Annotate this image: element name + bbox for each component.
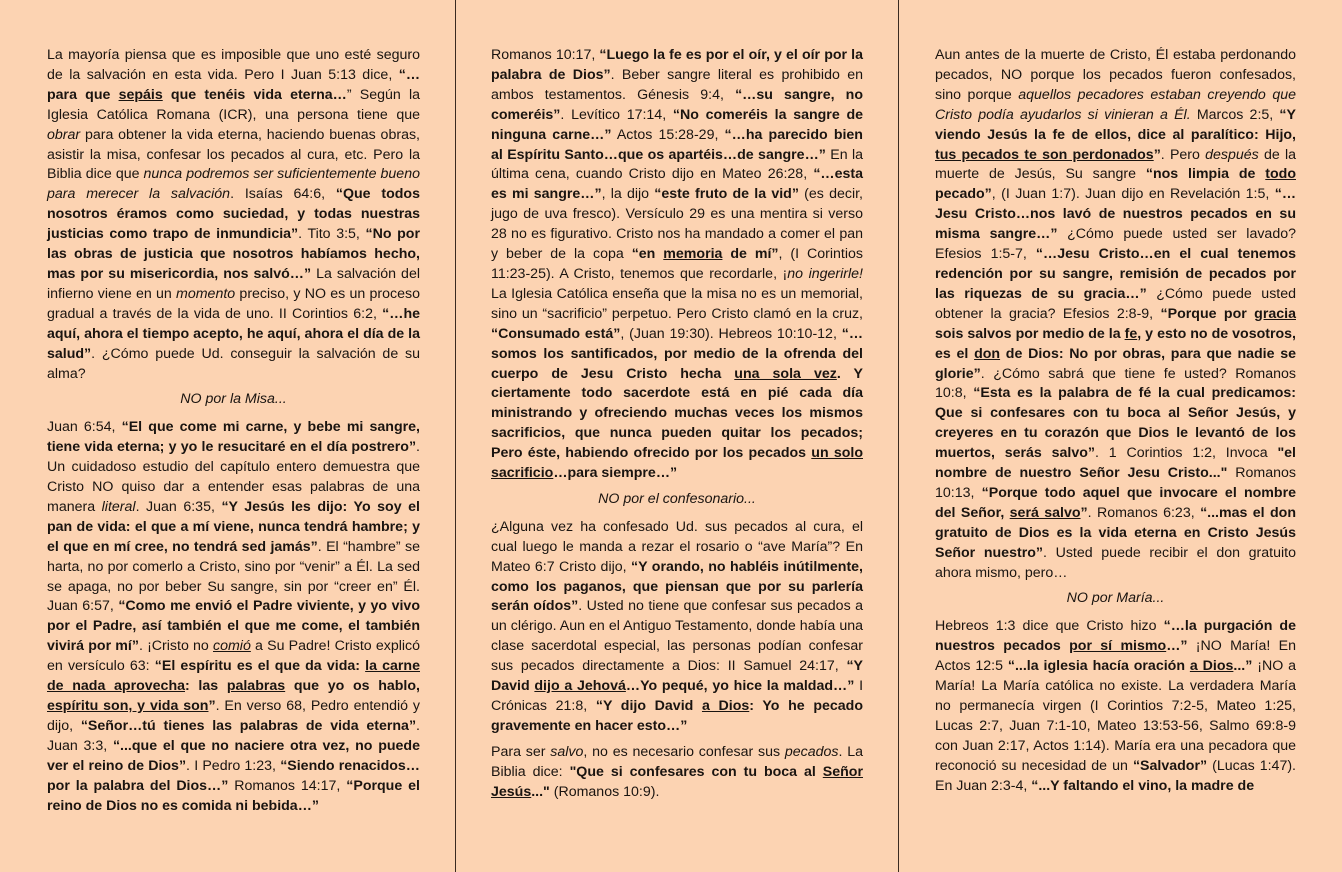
text-run: “nos limpia de (1145, 166, 1266, 183)
text-run: : Yo he pecado gravemente en hacer esto…” (491, 698, 863, 734)
text-run: dijo a Jehová (534, 678, 626, 695)
text-run: que tenéis vida eterna… (162, 86, 347, 103)
paragraph (491, 46, 863, 484)
text-run: . La Biblia dice: (491, 743, 863, 780)
text-run: “…su sangre, no comeréis” (491, 86, 863, 123)
text-run: : las (185, 678, 227, 695)
text-run: . Un cuidadoso estudio del capítulo entero demuestra que Cristo NO quiso dar a entender esas palabras de una manera (47, 439, 420, 515)
text-run: “Luego la fe es por el oír, y el oír por la palabra de Dios” (491, 47, 863, 83)
text-run: la carne de nada aprovecha (47, 658, 420, 695)
text-run: “Siendo renacidos…por la palabra del Dios…” (47, 757, 420, 794)
text-run: En la última cena, cuando Cristo dijo en Mateo 26:28, (491, 146, 864, 183)
text-run: “Como me envió el Padre viviente, y yo vivo por el Padre, así también el que me come, el también vivirá por mí” (47, 598, 420, 655)
text-run: ¡NO a María! La María católica no existe. La verdadera María no permanecía virgen (I Corintios 7:2-5, Mateo 1:25, Lucas 2:7, Juan 7:1-10, Mateo 13:53-56, Salmo 69:8-9 con Juan 2:17, Actos 1:14). María era una pecadora que reconoció su necesidad de un (935, 658, 1297, 774)
text-run: sois salvos por medio de la (935, 325, 1125, 342)
text-run: , (Juan 19:30). Hebreos 10:10-12, (620, 325, 842, 342)
text-run: “…Jesu Cristo…en el cual tenemos redención por su sangre, remisión de pecados por las riquezas de su gracia…” (935, 246, 1296, 302)
text-run: una sola vez (734, 365, 837, 382)
text-run: salvo (550, 743, 584, 760)
text-run: será salvo (1009, 504, 1081, 521)
column-divider-right (898, 0, 899, 872)
text-run: ¡NO María! En Actos 12:5 (935, 638, 1296, 675)
text-run: Para ser (491, 743, 551, 760)
paragraph (935, 617, 1296, 796)
text-run: aquellos pecadores estaban creyendo que Cristo podía ayudarlos si vinieran a Él. (935, 86, 1296, 123)
text-run: “...Y faltando el vino, la madre de (1031, 777, 1255, 794)
text-run: “...que el que no naciere otra vez, no puede ver el reino de Dios” (47, 737, 420, 774)
column-middle (491, 46, 863, 803)
text-run: sepáis (118, 86, 163, 103)
column-divider-left (455, 0, 456, 872)
text-run: ¿Alguna vez ha confesado Ud. sus pecados al cura, el cual luego le manda a rezar el rosario o “ave María”? En Mateo 6:7 Cristo dijo, (491, 518, 863, 575)
text-run: fe (1124, 325, 1138, 342)
text-run: . ¿Cómo puede Ud. conseguir la salvación de su alma? (47, 345, 420, 382)
text-run: , no es necesario confesar sus (583, 743, 785, 760)
text-run: “Señor…tú tienes las palabras de vida eterna” (80, 717, 417, 734)
text-run: , la dijo (601, 186, 655, 203)
text-run: . Beber sangre literal es prohibido en ambos testamentos. Génesis 9:4, (491, 66, 863, 103)
text-run: . ¡Cristo no (138, 638, 213, 655)
text-run: . Isaías 64:6, (230, 186, 336, 203)
text-run: “...mas el don gratuito de Dios es la vida eterna en Cristo Jesús Señor nuestro” (935, 504, 1297, 561)
text-run: . Pero (1160, 146, 1206, 163)
text-run: un solo sacrificio (491, 445, 863, 482)
text-run: . 1 Corintios 1:2, Invoca (1095, 445, 1278, 462)
text-run: (es decir, jugo de uva fresco). Versículo 29 es una mentira si verso 28 no es figurativo. Cristo nos ha mandado a comer el pan y beber de la copa (491, 186, 863, 263)
text-run: a Su Padre! Cristo explicó en versículo 63: (47, 638, 421, 675)
text-run: Romanos 10:13, (935, 465, 1296, 501)
text-run: momento (176, 285, 236, 302)
text-run: nunca podremos ser suficientemente bueno para merecer la salvación (47, 166, 420, 203)
text-run: "el nombre de nuestro Señor Jesu Cristo..." (935, 445, 1296, 482)
text-run: La Iglesia Católica enseña que la misa no es un memorial, sino un “sacrificio” perpetuo. Pero Cristo clamó en la cruz, (491, 285, 863, 322)
text-run: . Juan 3:3, (47, 717, 420, 754)
text-run: de la muerte de Jesús, Su sangre (935, 146, 1296, 183)
text-run: después (1205, 146, 1259, 163)
text-run: no ingerirle! (787, 265, 863, 282)
column-left (47, 46, 420, 816)
text-run: Marcos 2:5, (1190, 106, 1280, 123)
paragraph (47, 418, 420, 816)
text-run: , (I Corintios 11:23-25). A Cristo, tenemos que recordarle, ¡ (491, 246, 863, 282)
text-run: para obtener la vida eterna, haciendo buenas obras, asistir la misa, confesar los pecados al cura, etc. Pero la Biblia dice que (47, 126, 420, 183)
text-run: Romanos 10:17, (491, 47, 600, 63)
text-run: palabras (226, 678, 286, 695)
text-run: . Romanos 6:23, (1087, 504, 1201, 521)
text-run: La salvación del infierno viene en un (47, 265, 420, 302)
text-run: Actos 15:28-29, (611, 126, 725, 143)
text-run: ” (208, 698, 216, 714)
text-run: “...la iglesia hacía oración (1007, 658, 1190, 675)
text-run: “…para que (47, 66, 420, 103)
text-run: . I Pedro 1:23, (186, 757, 281, 774)
text-run: Juan 6:54, (47, 419, 122, 436)
text-run: “Y viendo Jesús la fe de ellos, dice al paralítico: Hijo, (935, 106, 1296, 143)
text-run: . Y ciertamente todo sacerdote está en pié cada día ministrando y ofreciendo muchas veces los mismos sacrificios, que nunca pueden quitar los pecados; Pero éste, habiendo ofrecido por los pecados (491, 365, 863, 462)
text-run: ...” (1233, 658, 1253, 675)
text-run: . Juan 6:35, (135, 498, 222, 515)
text-run: ” (1080, 504, 1088, 521)
text-run: I Crónicas 21:8, (491, 678, 864, 714)
text-run: pecados (784, 743, 839, 760)
text-run: de Dios: No por obras, para que nadie se glorie” (935, 345, 1297, 382)
text-run: ” (1153, 146, 1161, 163)
text-run: (Lucas 1:47). En Juan 2:3-4, (935, 757, 1297, 794)
text-run: “…la purgación de nuestros pecados (935, 618, 1296, 655)
text-run: “…Jesu Cristo…nos lavó de nuestros pecados en su misma sangre…” (935, 186, 1296, 243)
text-run: a Dios (701, 698, 750, 714)
text-run: tus pecados te son perdonados (935, 146, 1154, 163)
text-run: “Salvador” (1132, 757, 1208, 774)
paragraph (47, 46, 420, 384)
section-heading: NO por la Misa... (180, 391, 287, 408)
text-run: Aun antes de la muerte de Cristo, Él estaba perdonando pecados, NO porque los pecados fueron confesados, sino porque (935, 47, 1296, 103)
paragraph (491, 518, 863, 737)
text-run: Romanos 14:17, (228, 777, 347, 794)
text-run: obrar (47, 126, 81, 143)
text-run: “…ha parecido bien al Espíritu Santo…que os apartéis…de sangre…” (491, 126, 863, 163)
text-run: “Y orando, no habléis inútilmente, como los paganos, que piensan que por su parlería serán oídos” (491, 558, 864, 615)
text-run: …Yo pequé, yo hice la maldad…” (625, 678, 855, 695)
text-run: memoria (663, 246, 723, 263)
text-run: “…esta es mi sangre…” (491, 166, 863, 203)
section-heading: NO por María... (1066, 590, 1165, 607)
text-run: . Levítico 17:14, (560, 106, 673, 123)
text-run: “Y Jesús les dijo: Yo soy el pan de vida: el que a mí viene, nunca tendrá hambre; y el que en mí cree, no tendrá sed jamás” (47, 498, 420, 555)
text-run: “Porque todo aquel que invocare el nombre del Señor, (935, 484, 1296, 521)
text-run: (Romanos 10:9). (549, 783, 660, 800)
text-run: ¿Cómo puede usted obtener la gracia? Efesios 2:8-9, (935, 285, 1297, 322)
text-run: “Porque por (1160, 305, 1255, 322)
text-run: “Esta es la palabra de fé la cual predicamos: Que si confesares con tu boca al Señor Jesús, y creyeres en tu corazón que Dios le levantó de los muertos, serás salvo” (935, 385, 1296, 462)
text-run: . El “hambre” se harta, no por comerlo a Cristo, sino por “venir” a Él. La sed se apaga, no por beber Su sangre, sin por “creer en” Él. Juan 6:57, (47, 538, 420, 615)
text-run: “No comeréis la sangre de ninguna carne…” (491, 106, 864, 143)
text-run: a Dios (1189, 658, 1234, 675)
text-run: “…he aquí, ahora el tiempo acepto, he aquí, ahora el día de la salud” (47, 305, 420, 362)
text-run: . Usted no tiene que confesar sus pecados a un clérigo. Aun en el Antiguo Testamento, donde había una clase sacerdotal especial, las personas podían confesar sus pecados directamente a Dios: II Samuel 24:17, (491, 598, 863, 675)
text-run: ¿Cómo puede usted ser lavado? Efesios 1:5-7, (935, 226, 1296, 263)
text-run: Hebreos 1:3 dice que Cristo hizo (935, 618, 1164, 635)
text-run: “en (631, 246, 664, 263)
text-run: …” (1166, 638, 1188, 655)
text-run: literal (101, 498, 136, 515)
column-right (935, 46, 1296, 797)
text-run: espíritu son, y vida son (47, 698, 209, 714)
text-run: …para siempre…” (553, 465, 678, 482)
text-run: todo (1265, 166, 1296, 183)
paragraph (935, 46, 1296, 583)
text-run: por sí mismo (1069, 638, 1167, 655)
text-run: comió (213, 638, 251, 655)
text-run: , (I Juan 1:7). Juan dijo en Revelación 1:5, (991, 186, 1275, 203)
text-run: pecado” (935, 186, 992, 203)
paragraph (491, 743, 863, 803)
text-run: “Porque el reino de Dios no es comida ni bebida…” (47, 777, 420, 814)
text-run: . En verso 68, Pedro entendió y dijo, (47, 698, 420, 734)
text-run: Señor Jesús (491, 763, 863, 800)
text-run: . Tito 3:5, (298, 226, 366, 243)
text-run: preciso, y NO es un proceso gradual a través de la vida de uno. II Corintios 6:2, (47, 285, 420, 322)
text-run: . ¿Cómo sabrá que tiene fe usted? Romanos 10:8, (935, 365, 1296, 402)
text-run: gracia (1254, 305, 1296, 322)
text-run: "Que si confesares con tu boca al (569, 763, 823, 780)
text-run: “…somos los santificados, por medio de la ofrenda del cuerpo de Jesu Cristo hecha (491, 325, 863, 382)
text-run: “El que come mi carne, y bebe mi sangre, tiene vida eterna; y yo le resucitaré en el día postrero” (47, 419, 420, 456)
text-run: ..." (531, 783, 550, 800)
section-heading: NO por el confesonario... (598, 490, 756, 507)
text-run: “No por las obras de justicia que nosotros habíamos hecho, mas por su misericordia, nos salvó…” (47, 226, 420, 282)
text-run: ” Según la Iglesia Católica Romana (ICR), una persona tiene que (47, 86, 420, 123)
text-run: La mayoría piensa que es imposible que uno esté seguro de la salvación en esta vida. Pero I Juan 5:13 dice, (47, 47, 420, 83)
text-run: “Y David (491, 658, 863, 695)
text-run: “este fruto de la vid” (654, 186, 799, 203)
text-run: , y esto no de vosotros, es el (935, 325, 1296, 362)
text-run: “Consumado está” (491, 325, 621, 342)
text-run: “El espíritu es el que da vida: (154, 658, 366, 675)
text-run: don (974, 345, 1001, 362)
text-run: “Y dijo David (595, 698, 702, 714)
text-run: “Que todos nosotros éramos como suciedad, y todas nuestras justicias como trapo de inmundicia” (47, 186, 420, 243)
text-run: . Usted puede recibir el don gratuito ahora mismo, pero… (935, 544, 1296, 581)
text-run: de mí” (722, 246, 779, 263)
text-run: que yo os hablo, (285, 678, 420, 695)
